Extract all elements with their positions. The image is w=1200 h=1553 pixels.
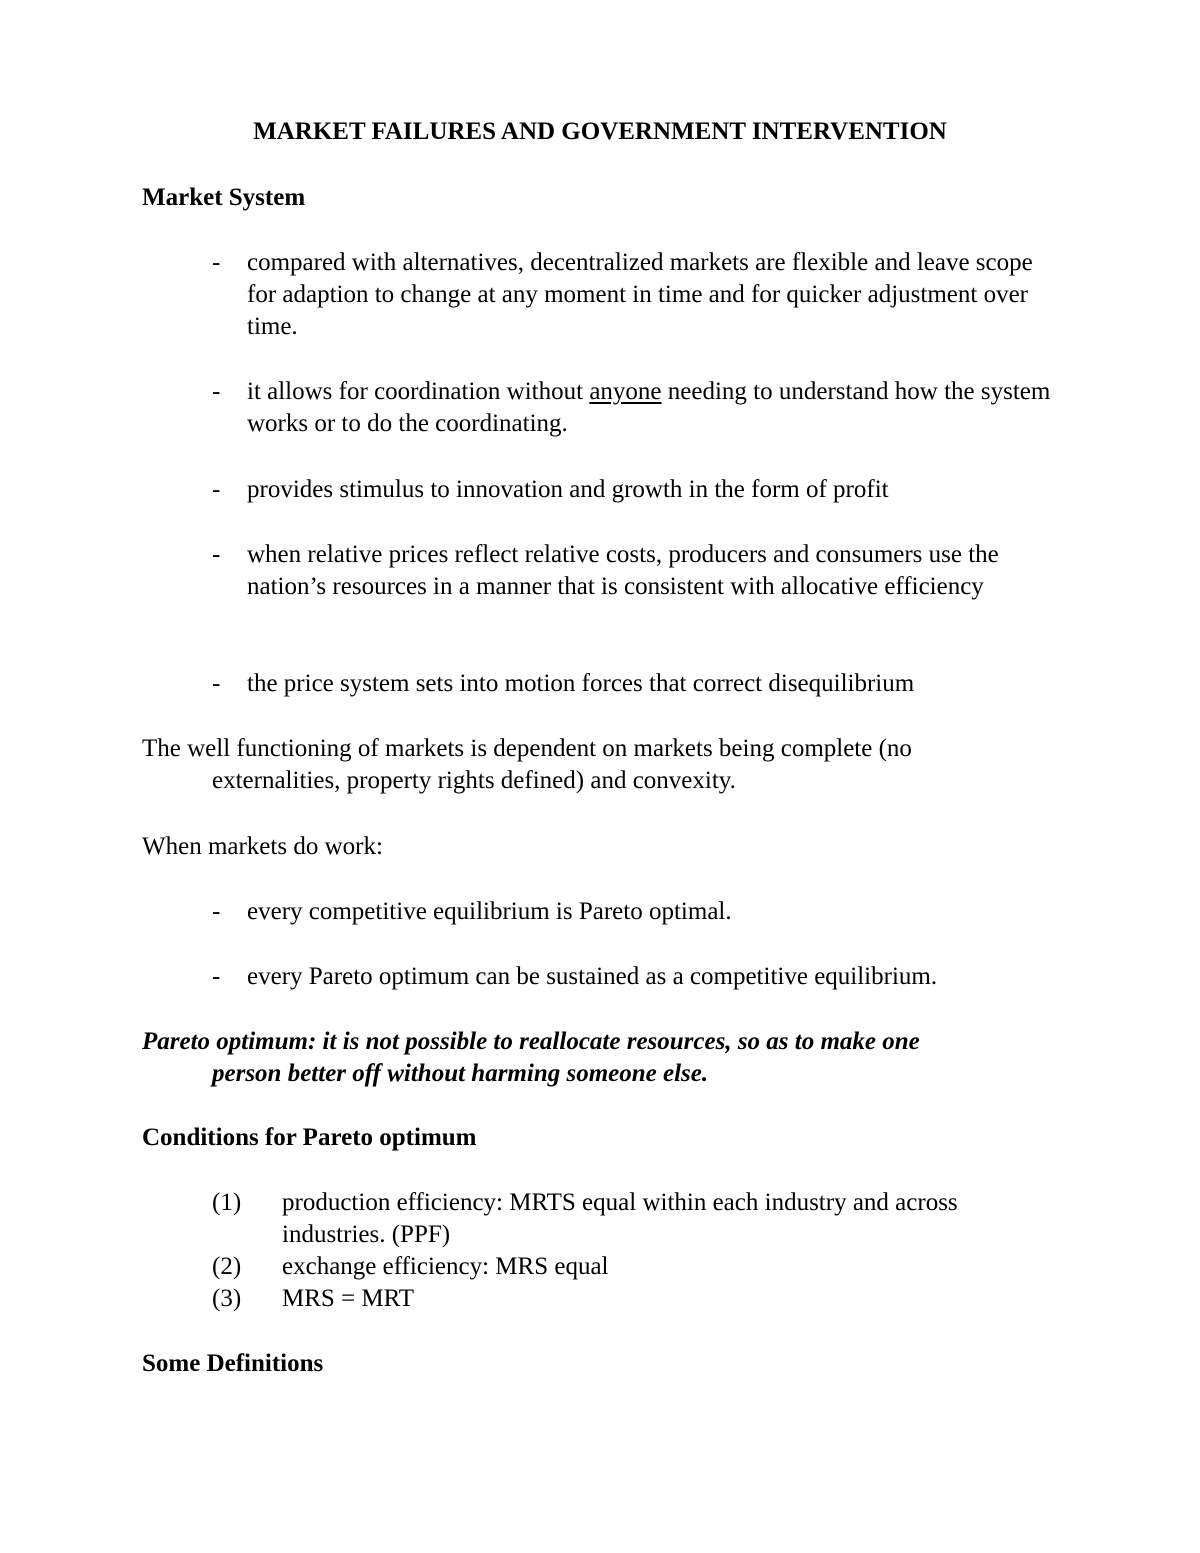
condition-number: (3) <box>212 1285 242 1312</box>
bullet-dash: - <box>212 249 221 276</box>
condition-line-2: industries. (PPF) <box>282 1221 451 1248</box>
bullet-dash: - <box>212 670 221 697</box>
pareto-definition-line-1: Pareto optimum: it is not possible to reallocate resources, so as to make one <box>142 1028 920 1055</box>
bullet-dash: - <box>212 541 221 568</box>
paragraph-market-functioning <box>142 733 1062 797</box>
bullet-text-competitive-equilibrium: every competitive equilibrium is Pareto optimal. <box>247 898 732 925</box>
bullet-text-coordination <box>247 376 1067 440</box>
page-title: MARKET FAILURES AND GOVERNMENT INTERVENTION <box>253 118 947 145</box>
condition-number: (2) <box>212 1253 242 1280</box>
bullet-text-price-system: the price system sets into motion forces that correct disequilibrium <box>247 670 915 697</box>
when-markets-work-intro: When markets do work: <box>142 833 383 860</box>
bullet-text-flexible-markets: compared with alternatives, decentralized markets are flexible and leave scope for adaption to change at any moment in time and for quicker adjustment over time. <box>247 249 1033 340</box>
pareto-definition-line-2: person better off without harming someone else. <box>212 1060 709 1087</box>
bullet-text-pareto-sustained: every Pareto optimum can be sustained as a competitive equilibrium. <box>247 963 938 990</box>
bullet-text-post: needing to understand how the system works or to do the coordinating. <box>247 378 1051 437</box>
bullet-dash: - <box>212 963 221 990</box>
bullet-text-relative-prices: when relative prices reflect relative costs, producers and consumers use the nation’s resources in a manner that is consistent with allocative efficiency <box>247 541 999 600</box>
condition-number: (1) <box>212 1189 242 1216</box>
paragraph-line-2: externalities, property rights defined) and convexity. <box>212 767 736 794</box>
bullet-dash: - <box>212 378 221 405</box>
bullet-dash: - <box>212 476 221 503</box>
bullet-text-pre: it allows for coordination without <box>247 378 590 405</box>
some-definitions-heading: Some Definitions <box>142 1350 324 1377</box>
bullet-text-stimulus: provides stimulus to innovation and growth in the form of profit <box>247 476 889 503</box>
pareto-optimum-definition <box>142 1026 1042 1090</box>
bullet-dash: - <box>212 898 221 925</box>
conditions-heading: Conditions for Pareto optimum <box>142 1124 477 1151</box>
underlined-anyone: anyone <box>589 378 662 405</box>
market-system-heading: Market System <box>142 184 306 211</box>
condition-text-production-efficiency <box>282 1187 1062 1251</box>
condition-text-mrs-mrt: MRS = MRT <box>282 1285 415 1312</box>
paragraph-line-1: The well functioning of markets is dependent on markets being complete (no <box>142 735 912 762</box>
condition-line-1: production efficiency: MRTS equal within each industry and across <box>282 1189 958 1216</box>
condition-text-exchange-efficiency: exchange efficiency: MRS equal <box>282 1253 609 1280</box>
